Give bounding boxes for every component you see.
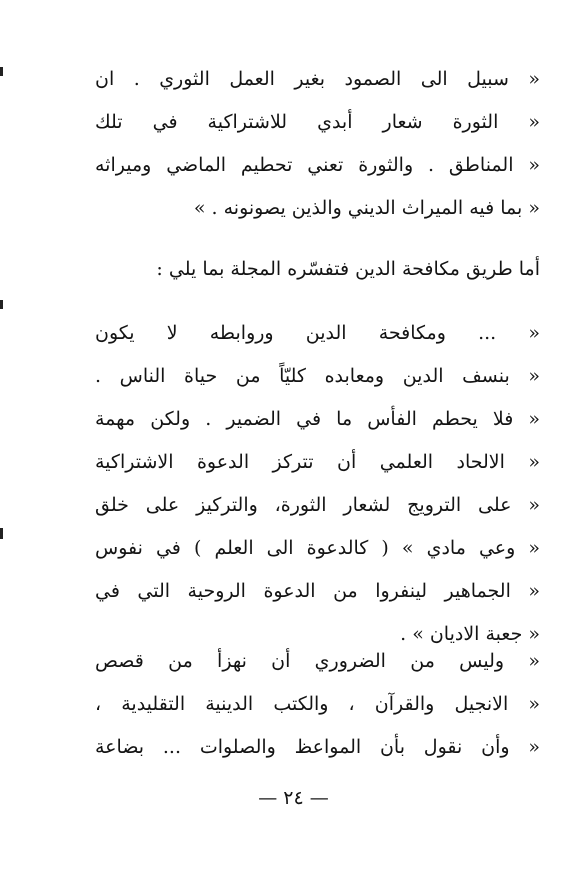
text-line: « سبيل الى الصمود بغير العمل الثوري . ان [95, 68, 540, 90]
margin-mark [0, 300, 3, 309]
text-line: « فلا يحطم الفأس ما في الضمير . ولكن مهمة [95, 408, 540, 430]
text-line: « بنسف الدين ومعابده كليّاً من حياة الناس . [95, 365, 540, 387]
text-line: « بما فيه الميراث الديني والذين يصونونه . » [193, 197, 540, 219]
paragraph-quote-2 [95, 312, 540, 656]
text-line: « وليس من الضروري أن نهزأ من قصص [95, 650, 540, 672]
text-line: « جعبة الاديان » . [400, 623, 540, 645]
paragraph-intro [82, 248, 540, 291]
text-line: « ... ومكافحة الدين وروابطه لا يكون [95, 322, 540, 344]
text-line: « المناطق . والثورة تعني تحطيم الماضي وميراثه [95, 154, 540, 176]
paragraph-quote-1 [95, 58, 540, 230]
text-line: « الجماهير لينفروا من الدعوة الروحية التي في [95, 580, 540, 602]
text-line: « الانجيل والقرآن ، والكتب الدينية التقليدية ، [95, 693, 540, 715]
page-number: — ٢٤ — [258, 787, 329, 809]
margin-mark [0, 528, 3, 539]
margin-mark [0, 67, 3, 76]
text-line: « وعي مادي » ( كالدعوة الى العلم ) في نفوس [95, 537, 540, 559]
text-line: أما طريق مكافحة الدين فتفسّره المجلة بما يلي : [156, 258, 540, 280]
paragraph-quote-3 [95, 640, 540, 769]
text-line: « على الترويج لشعار الثورة، والتركيز على خلق [95, 494, 540, 516]
text-line: « وأن نقول بأن المواعظ والصلوات ... بضاعة [95, 736, 540, 758]
text-line: « الثورة شعار أبدي للاشتراكية في تلك [95, 111, 540, 133]
text-line: « الالحاد العلمي أن تتركز الدعوة الاشتراكية [95, 451, 540, 473]
